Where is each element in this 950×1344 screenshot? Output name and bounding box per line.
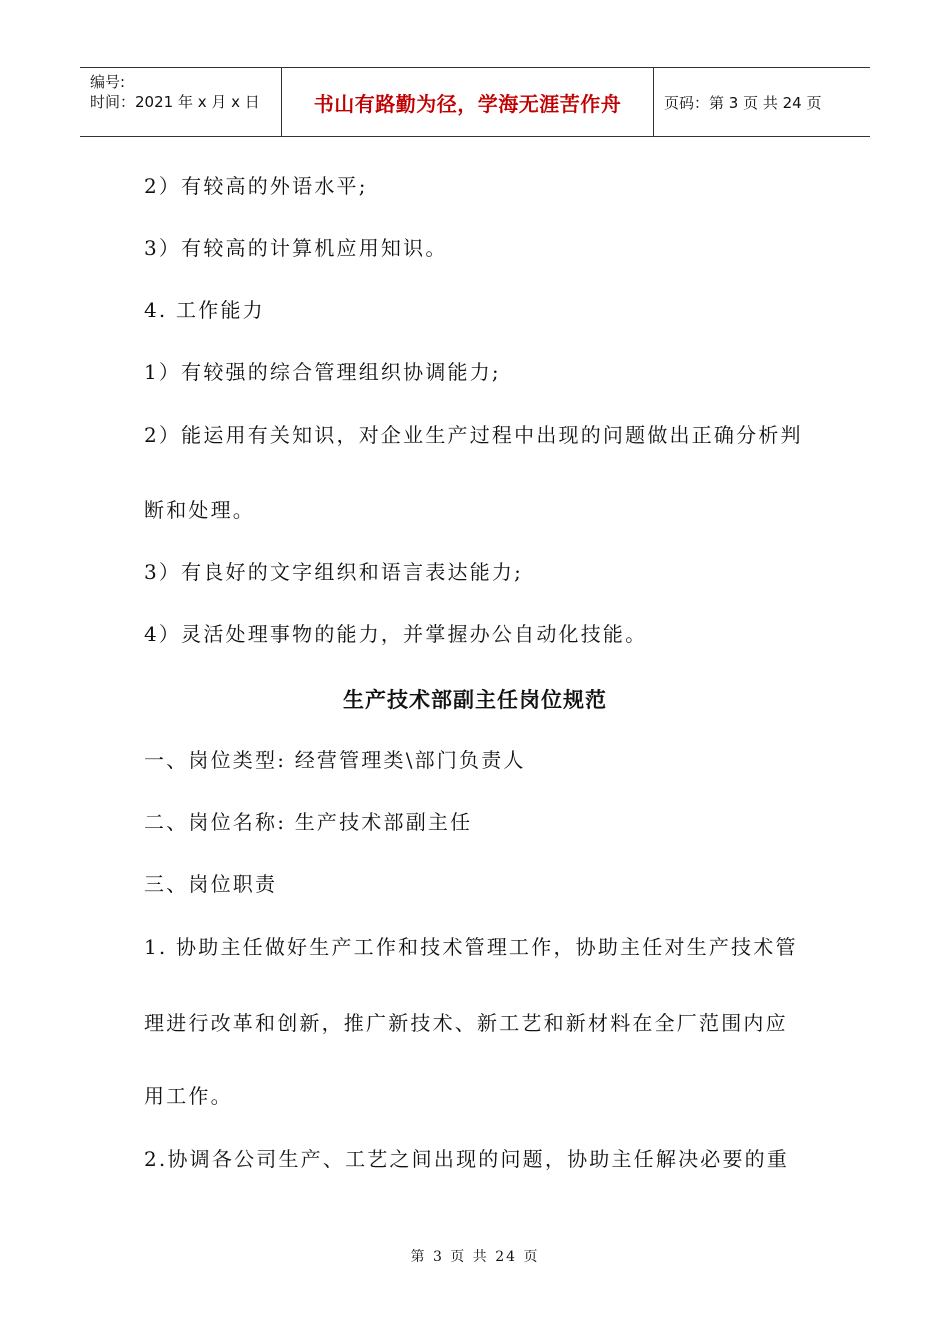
paragraph-line: 一、岗位类型: 经营管理类\部门负责人	[144, 748, 526, 772]
paragraph-line: 1）有较强的综合管理组织协调能力;	[144, 360, 501, 384]
paragraph-line: 1. 协助主任做好生产工作和技术管理工作，协助主任对生产技术管	[144, 935, 798, 959]
header-page-info: 页码：第 3 页 共 24 页	[664, 93, 822, 112]
header-motto: 书山有路勤为径，学海无涯苦作舟	[282, 68, 654, 136]
paragraph-line: 2）有较高的外语水平;	[144, 174, 368, 198]
paragraph-line: 3）有良好的文字组织和语言表达能力;	[144, 560, 524, 584]
paragraph-line: 二、岗位名称: 生产技术部副主任	[144, 810, 473, 834]
paragraph-line: 三、岗位职责	[144, 872, 278, 896]
document-number-label: 编号:	[90, 73, 126, 91]
page-header	[80, 67, 870, 137]
document-time-label: 时间：2021 年 x 月 x 日	[90, 93, 260, 111]
paragraph-line: 断和处理。	[144, 498, 255, 522]
paragraph-line: 4. 工作能力	[144, 298, 265, 322]
paragraph-line: 4）灵活处理事物的能力，并掌握办公自动化技能。	[144, 622, 648, 646]
paragraph-line: 2.协调各公司生产、工艺之间出现的问题，协助主任解决必要的重	[144, 1147, 790, 1171]
paragraph-line: 理进行改革和创新，推广新技术、新工艺和新材料在全厂范围内应	[144, 1011, 788, 1035]
section-title: 生产技术部副主任岗位规范	[343, 688, 607, 712]
page-footer: 第 3 页 共 24 页	[410, 1249, 540, 1265]
paragraph-line: 用工作。	[144, 1084, 233, 1108]
header-meta	[80, 68, 282, 136]
paragraph-line: 3）有较高的计算机应用知识。	[144, 236, 448, 260]
paragraph-line: 2）能运用有关知识，对企业生产过程中出现的问题做出正确分析判	[144, 423, 803, 447]
